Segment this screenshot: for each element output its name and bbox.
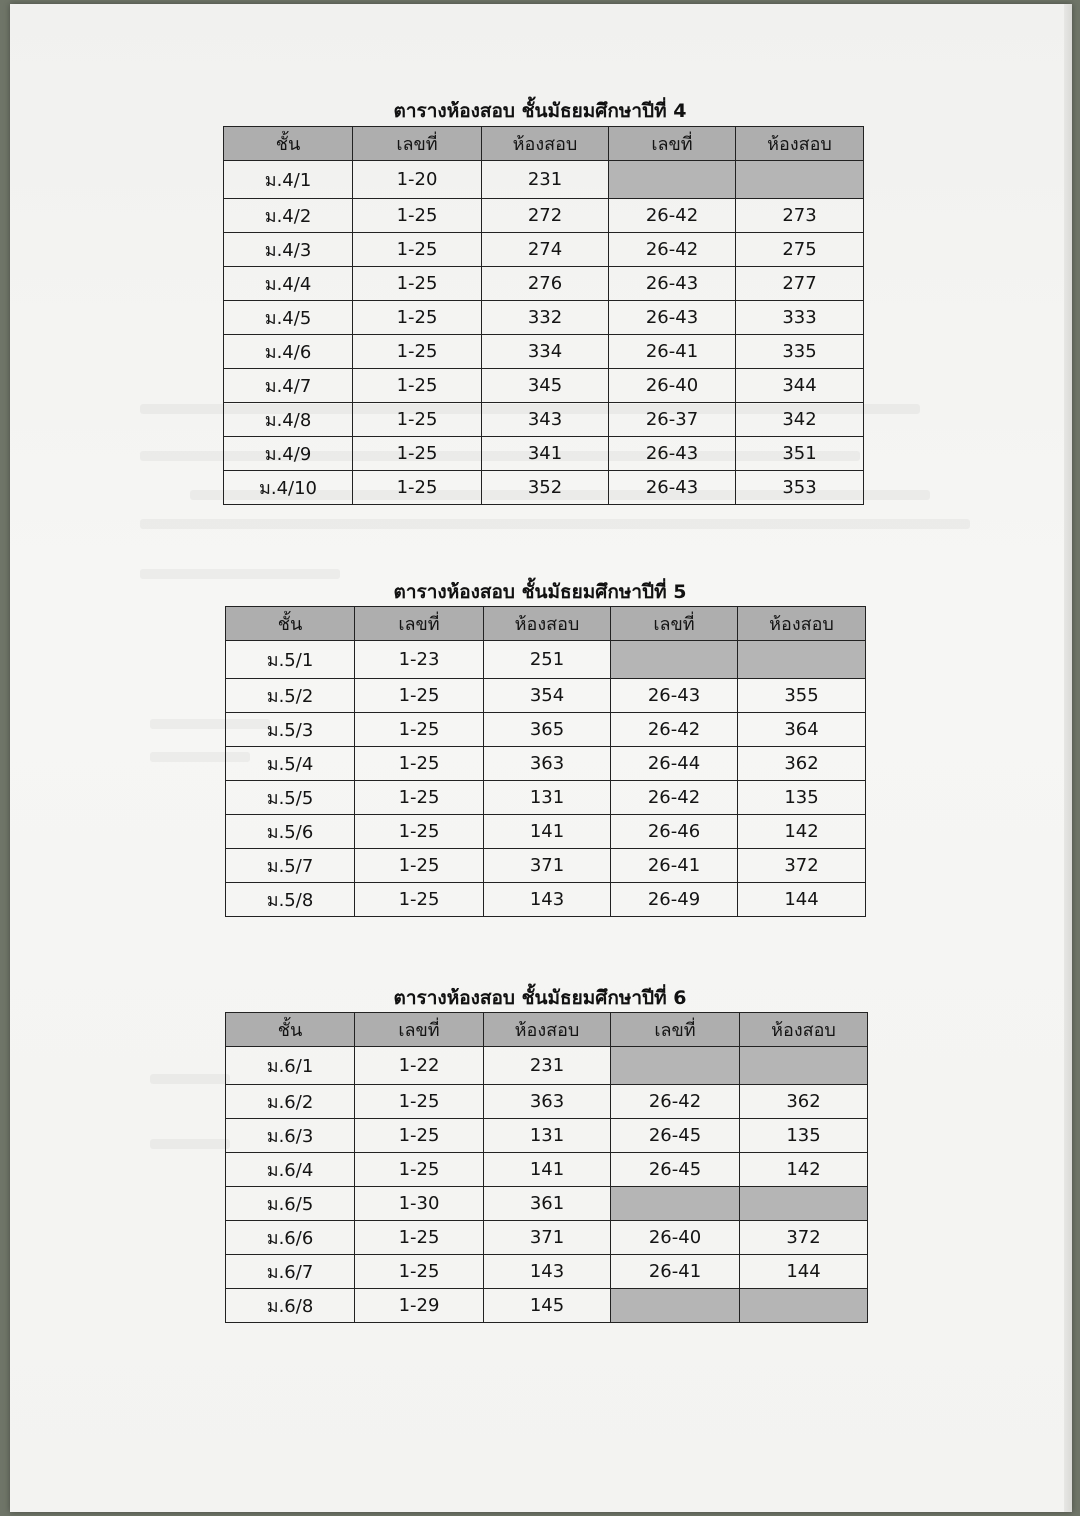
cell-number: 1-25	[353, 437, 482, 471]
cell-class: ม.6/7	[226, 1255, 355, 1289]
cell-number: 1-25	[353, 403, 482, 437]
cell-number: 1-25	[353, 233, 482, 267]
cell-room-2: 135	[740, 1119, 868, 1153]
cell-room: 274	[482, 233, 609, 267]
cell-room-2	[736, 161, 864, 199]
col-header-class: ชั้น	[224, 127, 353, 161]
cell-number: 1-25	[355, 849, 484, 883]
table-row	[224, 161, 864, 199]
cell-room: 141	[484, 815, 611, 849]
cell-number-2	[611, 1187, 740, 1221]
table-row	[224, 471, 864, 505]
cell-number: 1-25	[353, 301, 482, 335]
table-row	[224, 301, 864, 335]
cell-class: ม.5/6	[226, 815, 355, 849]
col-header-room: ห้องสอบ	[482, 127, 609, 161]
cell-number: 1-25	[355, 781, 484, 815]
cell-room-2: 135	[738, 781, 866, 815]
cell-number: 1-25	[353, 267, 482, 301]
cell-class: ม.6/5	[226, 1187, 355, 1221]
cell-number: 1-25	[353, 471, 482, 505]
col-header-number-2: เลขที่	[609, 127, 736, 161]
cell-room-2: 351	[736, 437, 864, 471]
cell-room: 365	[484, 713, 611, 747]
table-row	[226, 815, 866, 849]
cell-class: ม.5/3	[226, 713, 355, 747]
cell-class: ม.4/7	[224, 369, 353, 403]
table-row	[226, 781, 866, 815]
cell-room: 343	[482, 403, 609, 437]
cell-number-2: 26-43	[609, 267, 736, 301]
table-row	[226, 747, 866, 781]
cell-class: ม.6/8	[226, 1289, 355, 1323]
cell-number-2: 26-41	[611, 1255, 740, 1289]
table-row	[224, 369, 864, 403]
cell-room: 363	[484, 747, 611, 781]
cell-class: ม.4/3	[224, 233, 353, 267]
cell-room: 354	[484, 679, 611, 713]
table-title-m4: ตารางห้องสอบ ชั้นมัธยมศึกษาปีที่ 4	[393, 100, 687, 122]
cell-room-2: 273	[736, 199, 864, 233]
col-header-number-2: เลขที่	[611, 1013, 740, 1047]
cell-number-2: 26-45	[611, 1153, 740, 1187]
cell-number: 1-25	[355, 1085, 484, 1119]
cell-number: 1-25	[355, 1255, 484, 1289]
cell-number-2: 26-41	[611, 849, 738, 883]
cell-number-2: 26-43	[609, 437, 736, 471]
cell-room: 231	[482, 161, 609, 199]
col-header-number: เลขที่	[355, 1013, 484, 1047]
table-title-m6: ตารางห้องสอบ ชั้นมัธยมศึกษาปีที่ 6	[393, 987, 687, 1009]
col-header-number: เลขที่	[353, 127, 482, 161]
cell-number-2: 26-43	[611, 679, 738, 713]
cell-room-2	[740, 1187, 868, 1221]
cell-room: 371	[484, 1221, 611, 1255]
col-header-number-2: เลขที่	[611, 607, 738, 641]
table-row	[224, 335, 864, 369]
cell-class: ม.5/2	[226, 679, 355, 713]
cell-room: 143	[484, 883, 611, 917]
table-row	[226, 1047, 868, 1085]
table-header-row	[224, 127, 864, 161]
cell-room: 352	[482, 471, 609, 505]
cell-class: ม.4/9	[224, 437, 353, 471]
cell-number-2: 26-37	[609, 403, 736, 437]
cell-number-2: 26-40	[609, 369, 736, 403]
cell-number: 1-30	[355, 1187, 484, 1221]
cell-room-2: 355	[738, 679, 866, 713]
cell-number: 1-25	[355, 1221, 484, 1255]
cell-room: 143	[484, 1255, 611, 1289]
table-row	[226, 1187, 868, 1221]
cell-number: 1-23	[355, 641, 484, 679]
cell-class: ม.6/4	[226, 1153, 355, 1187]
cell-class: ม.5/7	[226, 849, 355, 883]
table-header-row	[226, 1013, 868, 1047]
cell-class: ม.6/6	[226, 1221, 355, 1255]
col-header-room-2: ห้องสอบ	[736, 127, 864, 161]
cell-room-2	[740, 1289, 868, 1323]
cell-number-2: 26-42	[611, 713, 738, 747]
cell-number-2: 26-46	[611, 815, 738, 849]
cell-class: ม.6/3	[226, 1119, 355, 1153]
cell-number-2: 26-49	[611, 883, 738, 917]
cell-room-2	[738, 641, 866, 679]
cell-number: 1-25	[355, 679, 484, 713]
bleed-through-line	[150, 1074, 230, 1084]
table-row	[226, 1289, 868, 1323]
cell-room: 231	[484, 1047, 611, 1085]
cell-class: ม.4/1	[224, 161, 353, 199]
cell-room-2: 362	[740, 1085, 868, 1119]
cell-number: 1-25	[355, 815, 484, 849]
cell-number: 1-25	[355, 747, 484, 781]
cell-class: ม.4/6	[224, 335, 353, 369]
exam-room-table-m6	[225, 1012, 868, 1323]
cell-room-2: 333	[736, 301, 864, 335]
cell-class: ม.5/4	[226, 747, 355, 781]
cell-room-2: 144	[740, 1255, 868, 1289]
cell-class: ม.4/8	[224, 403, 353, 437]
table-row	[226, 713, 866, 747]
cell-room-2: 364	[738, 713, 866, 747]
table-row	[226, 883, 866, 917]
table-row	[224, 199, 864, 233]
table-row	[226, 679, 866, 713]
cell-room-2: 344	[736, 369, 864, 403]
cell-room-2: 144	[738, 883, 866, 917]
cell-room-2: 342	[736, 403, 864, 437]
cell-number: 1-20	[353, 161, 482, 199]
cell-number: 1-25	[353, 335, 482, 369]
col-header-room-2: ห้องสอบ	[740, 1013, 868, 1047]
cell-room: 371	[484, 849, 611, 883]
cell-class: ม.4/10	[224, 471, 353, 505]
cell-room-2: 372	[740, 1221, 868, 1255]
col-header-class: ชั้น	[226, 607, 355, 641]
cell-number-2: 26-44	[611, 747, 738, 781]
table-row	[224, 267, 864, 301]
cell-number-2: 26-42	[609, 233, 736, 267]
cell-room-2: 142	[740, 1153, 868, 1187]
cell-number-2: 26-42	[611, 781, 738, 815]
cell-number-2: 26-41	[609, 335, 736, 369]
cell-room-2: 277	[736, 267, 864, 301]
cell-class: ม.6/1	[226, 1047, 355, 1085]
table-row	[226, 1255, 868, 1289]
cell-class: ม.5/5	[226, 781, 355, 815]
cell-room: 361	[484, 1187, 611, 1221]
table-row	[226, 1153, 868, 1187]
cell-room: 332	[482, 301, 609, 335]
col-header-room: ห้องสอบ	[484, 607, 611, 641]
table-row	[226, 1085, 868, 1119]
cell-room: 334	[482, 335, 609, 369]
cell-number: 1-29	[355, 1289, 484, 1323]
bleed-through-line	[150, 1139, 230, 1149]
cell-class: ม.4/4	[224, 267, 353, 301]
cell-number-2	[611, 641, 738, 679]
col-header-room-2: ห้องสอบ	[738, 607, 866, 641]
cell-number-2: 26-43	[609, 301, 736, 335]
cell-number-2: 26-45	[611, 1119, 740, 1153]
cell-class: ม.4/5	[224, 301, 353, 335]
cell-number-2	[611, 1047, 740, 1085]
cell-room: 276	[482, 267, 609, 301]
cell-number-2	[609, 161, 736, 199]
cell-room: 345	[482, 369, 609, 403]
cell-class: ม.6/2	[226, 1085, 355, 1119]
col-header-number: เลขที่	[355, 607, 484, 641]
table-title-m5: ตารางห้องสอบ ชั้นมัธยมศึกษาปีที่ 5	[393, 581, 687, 603]
table-row	[226, 1119, 868, 1153]
cell-room: 272	[482, 199, 609, 233]
cell-number: 1-25	[355, 713, 484, 747]
cell-room: 363	[484, 1085, 611, 1119]
cell-room: 131	[484, 1119, 611, 1153]
table-header-row	[226, 607, 866, 641]
cell-room: 341	[482, 437, 609, 471]
cell-room-2: 362	[738, 747, 866, 781]
cell-number-2: 26-42	[611, 1085, 740, 1119]
table-row	[224, 233, 864, 267]
cell-number-2: 26-40	[611, 1221, 740, 1255]
table-row	[224, 437, 864, 471]
col-header-class: ชั้น	[226, 1013, 355, 1047]
cell-class: ม.5/1	[226, 641, 355, 679]
bleed-through-line	[140, 519, 970, 529]
table-row	[224, 403, 864, 437]
cell-room-2: 353	[736, 471, 864, 505]
exam-room-table-m5	[225, 606, 866, 917]
cell-room-2: 142	[738, 815, 866, 849]
cell-number: 1-25	[355, 1153, 484, 1187]
cell-room-2: 275	[736, 233, 864, 267]
cell-number: 1-25	[355, 883, 484, 917]
cell-number: 1-22	[355, 1047, 484, 1085]
cell-number: 1-25	[353, 199, 482, 233]
cell-room-2: 372	[738, 849, 866, 883]
cell-room: 145	[484, 1289, 611, 1323]
cell-number: 1-25	[353, 369, 482, 403]
cell-number-2	[611, 1289, 740, 1323]
cell-room: 251	[484, 641, 611, 679]
table-row	[226, 1221, 868, 1255]
cell-class: ม.5/8	[226, 883, 355, 917]
cell-number-2: 26-43	[609, 471, 736, 505]
exam-room-table-m4	[223, 126, 864, 505]
cell-room: 141	[484, 1153, 611, 1187]
paper-edge	[1064, 4, 1072, 1512]
table-row	[226, 641, 866, 679]
cell-number-2: 26-42	[609, 199, 736, 233]
table-row	[226, 849, 866, 883]
cell-room-2	[740, 1047, 868, 1085]
cell-class: ม.4/2	[224, 199, 353, 233]
cell-number: 1-25	[355, 1119, 484, 1153]
col-header-room: ห้องสอบ	[484, 1013, 611, 1047]
cell-room: 131	[484, 781, 611, 815]
cell-room-2: 335	[736, 335, 864, 369]
